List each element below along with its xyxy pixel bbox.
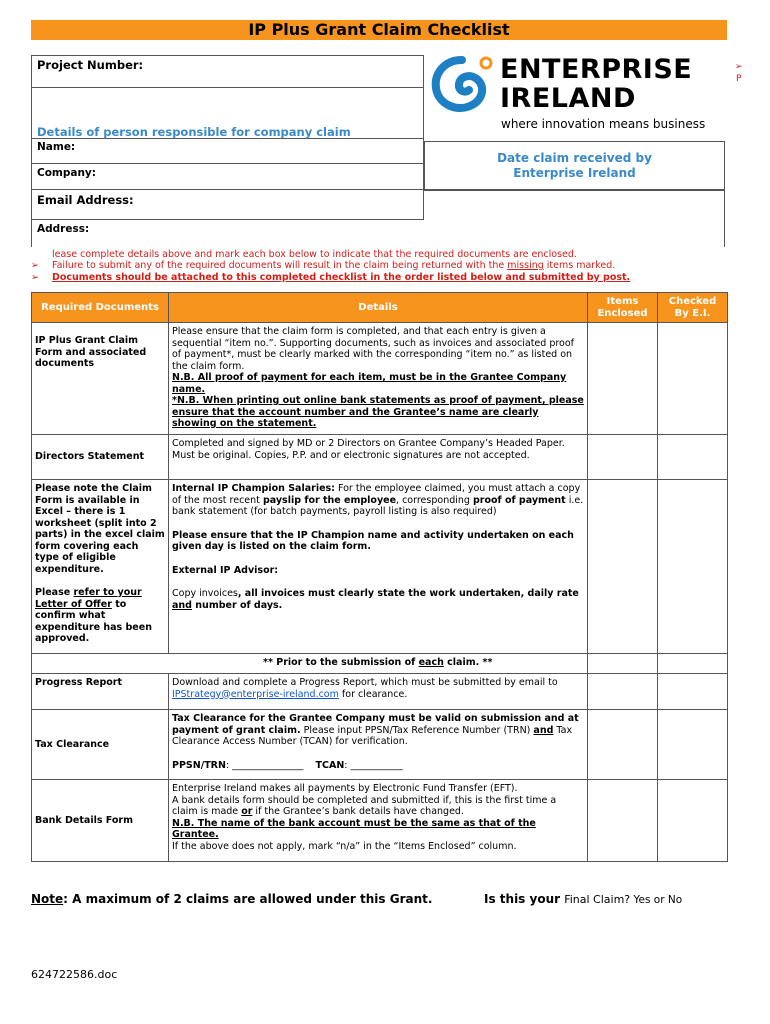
- doc-progress-report: Progress Report: [32, 674, 169, 710]
- table-header-row: [32, 293, 728, 323]
- instruction-line-2: ➢ Failure to submit any of the required documents will result in the claim being returned with the missing items marked.: [31, 260, 616, 271]
- date-received-label: Date claim received by Enterprise Ireland: [497, 150, 652, 180]
- items-enclosed-checkbox[interactable]: [588, 323, 658, 435]
- tcan-input[interactable]: : ___________: [344, 759, 403, 771]
- doc-claim-form: IP Plus Grant Claim Form and associated documents: [32, 323, 169, 435]
- company-field[interactable]: [31, 164, 424, 190]
- edge-arrow: ➢: [735, 62, 743, 72]
- swirl-logo-icon: [430, 54, 496, 116]
- project-number-field[interactable]: [31, 55, 424, 88]
- email-field[interactable]: [31, 190, 424, 220]
- prior-to-submission: ** Prior to the submission of each claim. **: [169, 654, 588, 674]
- name-field[interactable]: [31, 139, 424, 164]
- address-field[interactable]: [31, 220, 424, 247]
- items-enclosed-checkbox[interactable]: [588, 674, 658, 710]
- header-items: Items Enclosed: [588, 293, 658, 323]
- checked-by-ei-checkbox[interactable]: [658, 480, 728, 654]
- date-received-box: [424, 141, 725, 190]
- details-box: [31, 88, 424, 139]
- doc-tax-clearance: Tax Clearance: [32, 710, 169, 780]
- ppsn-input[interactable]: : _______________: [225, 759, 304, 771]
- logo-line2: IRELAND: [500, 83, 636, 114]
- page-title: IP Plus Grant Claim Checklist: [31, 20, 727, 40]
- project-number-label: Project Number:: [37, 58, 144, 72]
- items-enclosed-checkbox[interactable]: [588, 435, 658, 480]
- table-row: [32, 480, 728, 654]
- checked-by-ei-checkbox[interactable]: [658, 323, 728, 435]
- details-heading: Details of person responsible for company claim: [37, 125, 351, 139]
- logo-tagline: where innovation means business: [501, 117, 706, 131]
- items-enclosed-checkbox[interactable]: [588, 480, 658, 654]
- doc-bank-details: Bank Details Form: [32, 780, 169, 862]
- name-label: Name:: [37, 141, 76, 153]
- yes-no-choice[interactable]: Yes or No: [630, 894, 683, 906]
- edge-letter: P: [736, 74, 742, 84]
- details-bank-details: Enterprise Ireland makes all payments by Electronic Fund Transfer (EFT). A bank details form should be completed and submitted if, this is the first time a claim is made or if the Grantee’s bank details have changed. N.B. The name of the bank account must be the same as that of the Grantee. If the above does not apply, mark “n/a” in the “Items Enclosed” column.: [169, 780, 588, 862]
- details-claim-form: Please ensure that the claim form is completed, and that each entry is given a sequential “item no.”. Supporting documents, such as invoices and associated proof of payment*, must be clearly marked with the corresponding “item no.” as listed on the claim form. N.B. All proof of payment for each item, must be in the Grantee Company name. *N.B. When printing out online bank statements as proof of payment, please ensure that the account number and the Grantee’s name are clearly showing on the statement.: [169, 323, 588, 435]
- claims-note: Note: A maximum of 2 claims are allowed under this Grant.: [31, 892, 433, 906]
- document-filename: 624722586.doc: [31, 968, 118, 981]
- final-claim-question: Is this your Final Claim? Yes or No: [484, 892, 683, 906]
- bullet-icon: ➢: [31, 272, 39, 283]
- prior-row: [32, 654, 728, 674]
- logo-line1: ENTERPRISE: [500, 54, 693, 85]
- checked-by-ei-checkbox[interactable]: [658, 674, 728, 710]
- details-tax-clearance: Tax Clearance for the Grantee Company must be valid on submission and at payment of grant claim. Please input PPSN/Tax Reference Number (TRN) and Tax Clearance Access Number (TCAN) for verification. PPSN/TRN: _______________ TCAN: ___________: [169, 710, 588, 780]
- right-rule: [424, 190, 725, 247]
- checked-by-ei-checkbox[interactable]: [658, 710, 728, 780]
- table-row: [32, 323, 728, 435]
- table-row: [32, 710, 728, 780]
- details-progress-report: Download and complete a Progress Report, which must be submitted by email to IPStrategy@enterprise-ireland.com for clearance.: [169, 674, 588, 710]
- items-enclosed-checkbox[interactable]: [588, 710, 658, 780]
- doc-claim-note: Please note the Claim Form is available in Excel – there is 1 worksheet (split into 2 parts) in the excel claim form covering each type of eligible expenditure. Please refer to your Letter of Offer to confirm what expenditure has been approved.: [32, 480, 169, 654]
- bullet-icon: ➢: [31, 260, 39, 271]
- header-details: Details: [169, 293, 588, 323]
- enterprise-ireland-logo: [428, 52, 724, 140]
- checked-by-ei-checkbox[interactable]: [658, 435, 728, 480]
- items-enclosed-checkbox[interactable]: [588, 780, 658, 862]
- email-label: Email Address:: [37, 193, 134, 207]
- details-expenditure: Internal IP Champion Salaries: For the employee claimed, you must attach a copy of the most recent payslip for the employee, corresponding proof of payment i.e. bank statement (for batch payments, payroll listing is also required) Please ensure that the IP Champion name and activity undertaken on each given day is listed on the claim form. External IP Advisor: Copy invoices, all invoices must clearly state the work undertaken, daily rate and number of days.: [169, 480, 588, 654]
- table-row: [32, 780, 728, 862]
- checklist-table: [31, 292, 728, 862]
- checked-by-ei-checkbox[interactable]: [658, 780, 728, 862]
- address-label: Address:: [37, 223, 90, 235]
- table-row: [32, 674, 728, 710]
- header-required: Required Documents: [32, 293, 169, 323]
- instruction-line-1: lease complete details above and mark each box below to indicate that the required documents are enclosed.: [52, 249, 577, 260]
- details-directors-statement: Completed and signed by MD or 2 Directors on Grantee Company’s Headed Paper. Must be original. Copies, P.P. and or electronic signatures are not accepted.: [169, 435, 588, 480]
- instruction-line-3: ➢ Documents should be attached to this completed checklist in the order listed below and submitted by post.: [31, 272, 631, 283]
- table-row: [32, 435, 728, 480]
- doc-directors-statement: Directors Statement: [32, 435, 169, 480]
- ip-strategy-email-link[interactable]: IPStrategy@enterprise-ireland.com: [172, 688, 339, 700]
- company-label: Company:: [37, 167, 96, 179]
- header-checked: Checked By E.I.: [658, 293, 728, 323]
